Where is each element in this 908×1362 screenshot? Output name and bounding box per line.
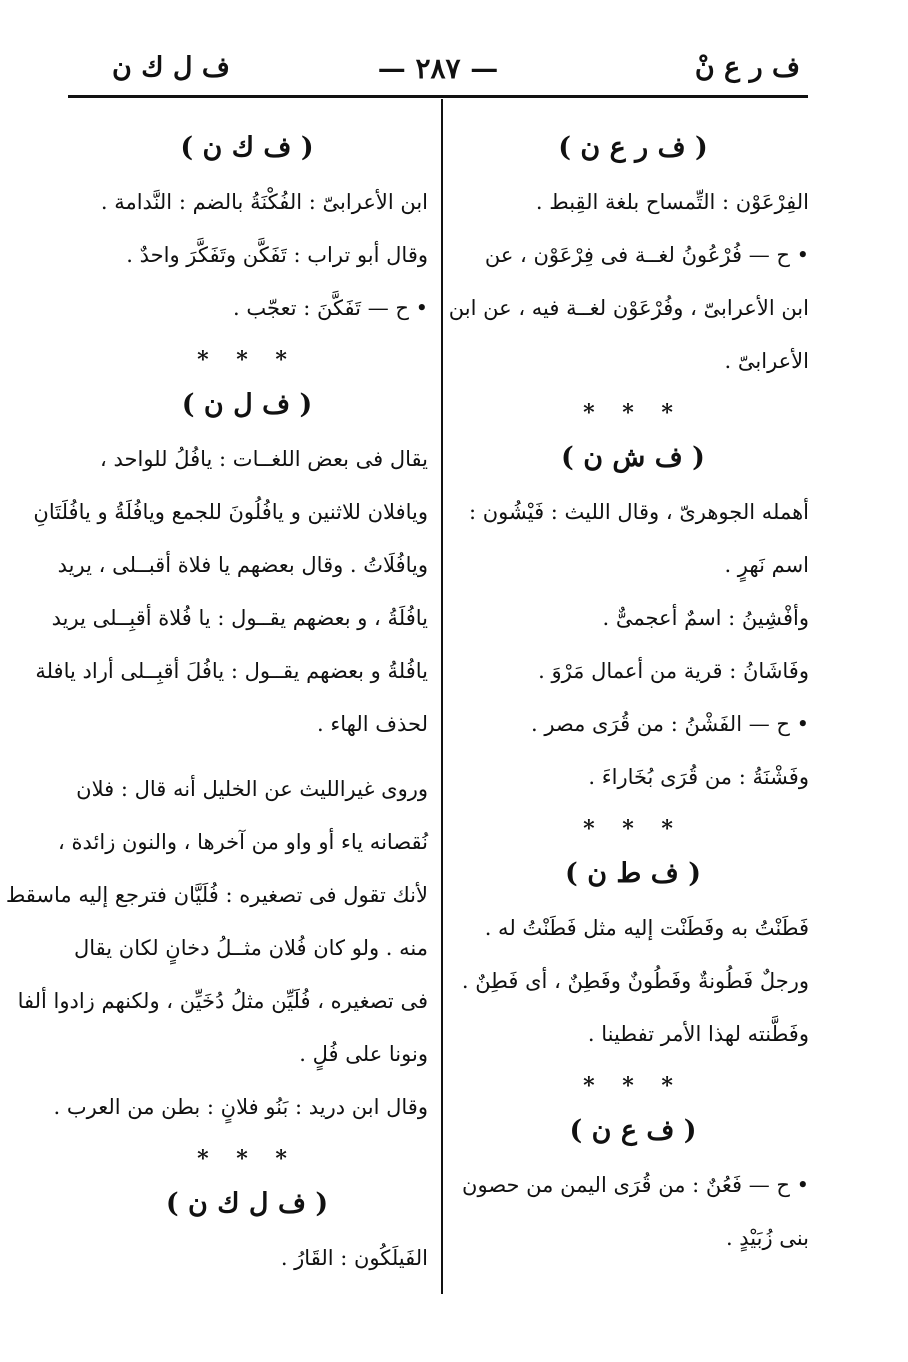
entry-heading: ( ف ط ن ) [565, 858, 701, 889]
entry-line: لأنك تقول فى تصغيره : فُلَيَّان فترجع إليه ماسقط [5, 883, 428, 907]
entry-line: • ح — فُرْعُونُ لغــة فى فِرْعَوْن ، عن [484, 243, 809, 267]
entry-line: وفَشْنَةُ : من قُرَى بُخَاراءَ . [588, 765, 809, 789]
entry-f-l-k-n [66, 1184, 428, 1285]
section-separator: * * * [197, 1146, 297, 1172]
entry-line: يقال فى بعض اللغــات : يافُلُ للواحد ، [100, 447, 428, 471]
entry-heading: ( ف ل ك ن ) [165, 1188, 329, 1219]
entry-line: لحذف الهاء . [317, 712, 428, 736]
entry-line: وفَاشَانُ : قرية من أعمال مَرْوَ . [538, 659, 809, 683]
entry-line: ونونا على فُلٍ . [299, 1042, 428, 1066]
paragraph-gap [66, 751, 428, 763]
entry-line: وقال أبو تراب : تَفَكَّن وتَفَكَّرَ واحدٌ . [126, 243, 428, 267]
entry-line: يافُلةُ و بعضهم يقــول : يافُلَ أقبِــلى أراد يافلة [35, 659, 428, 683]
entry-line: وأفْشِينُ : اسمٌ أعجمىٌّ . [602, 606, 809, 630]
entry-line: • ح — الفَشْنُ : من قُرَى مصر . [530, 712, 809, 736]
header-root-left: ف ل ك ن [112, 52, 230, 83]
section-separator: * * * [197, 347, 297, 373]
page-number: — ٢٨٧ — [377, 52, 499, 85]
right-column [448, 128, 809, 1265]
entry-line: • ح — فَعُنٌ : من قُرَى اليمن من حصون [462, 1173, 809, 1197]
column-divider [441, 99, 443, 1294]
entry-heading: ( ف ع ن ) [569, 1115, 697, 1146]
entry-line: فى تصغيره ، فُلَيِّن مثلُ دُخَيِّن ، ولكنهم زادوا ألفا [17, 989, 428, 1013]
entry-line: الأعرابىّ . [724, 349, 809, 373]
header-root-right: ف ر ع نْ [694, 52, 800, 83]
entry-f-k-n [66, 128, 428, 335]
page-header [68, 48, 808, 92]
entry-f-sh-n [457, 438, 809, 804]
entry-f-l-n [5, 385, 428, 1134]
header-rule [68, 95, 808, 98]
entry-line: وقال ابن دريد : بَنُو فلانٍ : بطن من العرب . [53, 1095, 428, 1119]
left-column [5, 128, 428, 1285]
entry-line: ورجلٌ فَطُونةٌ وفَطُونٌ وفَطِنٌ ، أى فَطِنٌ . [461, 969, 809, 993]
entry-line: ويافلان للاثنين و يافُلُونَ للجمع ويافُلَةُ و يافُلَتَانِ [33, 500, 428, 524]
entry-line: وفَطَّنته لهذا الأمر تفطينا . [587, 1022, 809, 1046]
entry-heading: ( ف ل ن ) [181, 389, 313, 420]
entry-line: الفَيلَكُون : القَارُ . [280, 1246, 428, 1270]
entry-f-t-n [457, 854, 809, 1061]
entry-line: بنى زُبَيْدٍ . [725, 1226, 809, 1250]
entry-line: نُقصانه ياء أو واو من آخرها ، والنون زائدة ، [58, 830, 428, 854]
entry-line: وروى غيرالليث عن الخليل أنه قال : فلان [76, 777, 428, 801]
entry-line: الفِرْعَوْن : التِّمساح بلغة القِبط . [535, 190, 809, 214]
entry-heading: ( ف ر ع ن ) [558, 132, 708, 163]
section-separator: * * * [583, 1073, 683, 1099]
section-separator: * * * [583, 816, 683, 842]
entry-line: ويافُلَاتُ . وقال بعضهم يا فلاة أقبــلى ، يريد [57, 553, 428, 577]
entry-f-r-a-n [448, 128, 809, 388]
entry-line: أهمله الجوهرىّ ، وقال الليث : فَيْشُون : [468, 500, 809, 524]
entry-heading: ( ف ك ن ) [180, 132, 314, 163]
entry-heading: ( ف ش ن ) [561, 442, 705, 473]
entry-line: ابن الأعرابىّ : الفُكْنَةُ بالضم : النَّدامة . [100, 190, 428, 214]
entry-line: ابن الأعرابىّ ، وفُرْعَوْن لغــة فيه ، عن ابن [448, 296, 809, 320]
entry-line: فَطَنْتُ به وفَطَنْت إليه مثل فَطَنْتُ له . [484, 916, 809, 940]
entry-line: اسم نَهرٍ . [724, 553, 809, 577]
section-separator: * * * [583, 400, 683, 426]
entry-line: • ح — تَفَكَّنَ : تعجّب . [233, 296, 428, 320]
entry-line: يافُلَةُ ، و بعضهم يقــول : يا فُلاة أقبِــلى يريد [51, 606, 428, 630]
entry-line: منه . ولو كان فُلان مثــلُ دخانٍ لكان يقال [73, 936, 428, 960]
entry-f-a-n [457, 1111, 809, 1265]
